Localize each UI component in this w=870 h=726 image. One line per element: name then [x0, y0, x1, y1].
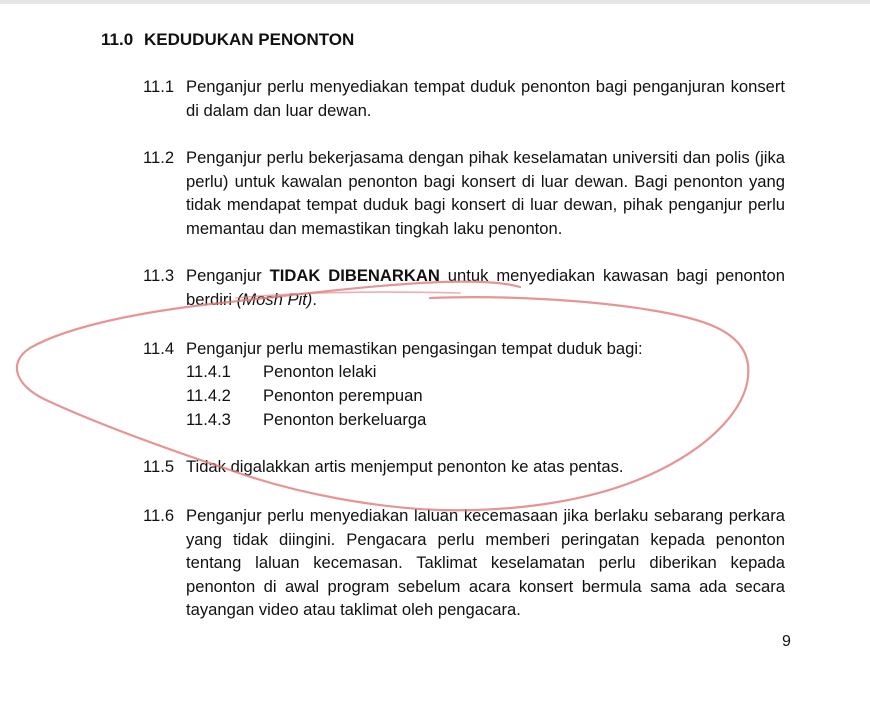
clause-text-middle: untuk menyediakan kawasan bagi penonton berdiri	[186, 266, 785, 309]
section-heading	[101, 30, 354, 50]
subclause-11-4-1	[186, 360, 376, 384]
section-number: 11.0	[101, 30, 134, 49]
clause-text: Penganjur perlu menyediakan laluan kecemasaan jika berlaku sebarang perkara yang tidak diingini. Pengacara perlu memberi peringatan kepada penonton tentang laluan kecemasan. Taklimat keselamatan perlu diberikan kepada penonton di awal program sebelum acara konsert bermula sama ada secara tayangan video atau taklimat oleh pengacara.	[186, 506, 785, 620]
clause-text: Penganjur perlu memastikan pengasingan tempat duduk bagi:	[186, 339, 643, 358]
clause-number: 11.3	[143, 266, 175, 285]
subclause-number: 11.4.3	[186, 410, 231, 429]
clause-11-4	[143, 337, 785, 361]
page-top-border	[0, 0, 870, 4]
clause-text: Penganjur perlu menyediakan tempat duduk penonton bagi penganjuran konsert di dalam dan luar dewan.	[186, 77, 785, 120]
subclause-11-4-2	[186, 384, 423, 408]
subclause-11-4-3	[186, 408, 426, 432]
clause-11-5	[143, 455, 785, 479]
clause-text-end: .	[312, 289, 317, 309]
clause-11-3	[143, 264, 785, 311]
clause-text-start: Penganjur	[186, 266, 270, 285]
clause-number: 11.1	[143, 77, 175, 96]
clause-11-2	[143, 146, 785, 240]
clause-number: 11.2	[143, 148, 175, 167]
clause-emphasis: TIDAK DIBENARKAN	[269, 266, 440, 285]
clause-number: 11.4	[143, 339, 175, 358]
subclause-text: Penonton perempuan	[263, 386, 423, 405]
clause-number: 11.5	[143, 457, 175, 476]
clause-11-6	[143, 504, 785, 622]
section-title: KEDUDUKAN PENONTON	[144, 30, 355, 49]
page-number: 9	[782, 633, 791, 650]
subclause-text: Penonton lelaki	[263, 362, 377, 381]
clause-text: Tidak digalakkan artis menjemput penonton ke atas pentas.	[186, 457, 624, 476]
clause-text	[186, 264, 785, 311]
clause-italic-term: (Mosh Pit)	[236, 289, 313, 309]
subclause-text: Penonton berkeluarga	[263, 410, 427, 429]
clause-11-1	[143, 75, 785, 122]
clause-text: Penganjur perlu bekerjasama dengan pihak keselamatan universiti dan polis (jika perlu) untuk kawalan penonton bagi konsert di luar dewan. Bagi penonton yang tidak mendapat tempat duduk bagi konsert di luar dewan, pihak penganjur perlu memantau dan memastikan tingkah laku penonton.	[186, 148, 785, 238]
subclause-number: 11.4.2	[186, 386, 231, 405]
subclause-number: 11.4.1	[186, 362, 231, 381]
clause-number: 11.6	[143, 506, 175, 525]
